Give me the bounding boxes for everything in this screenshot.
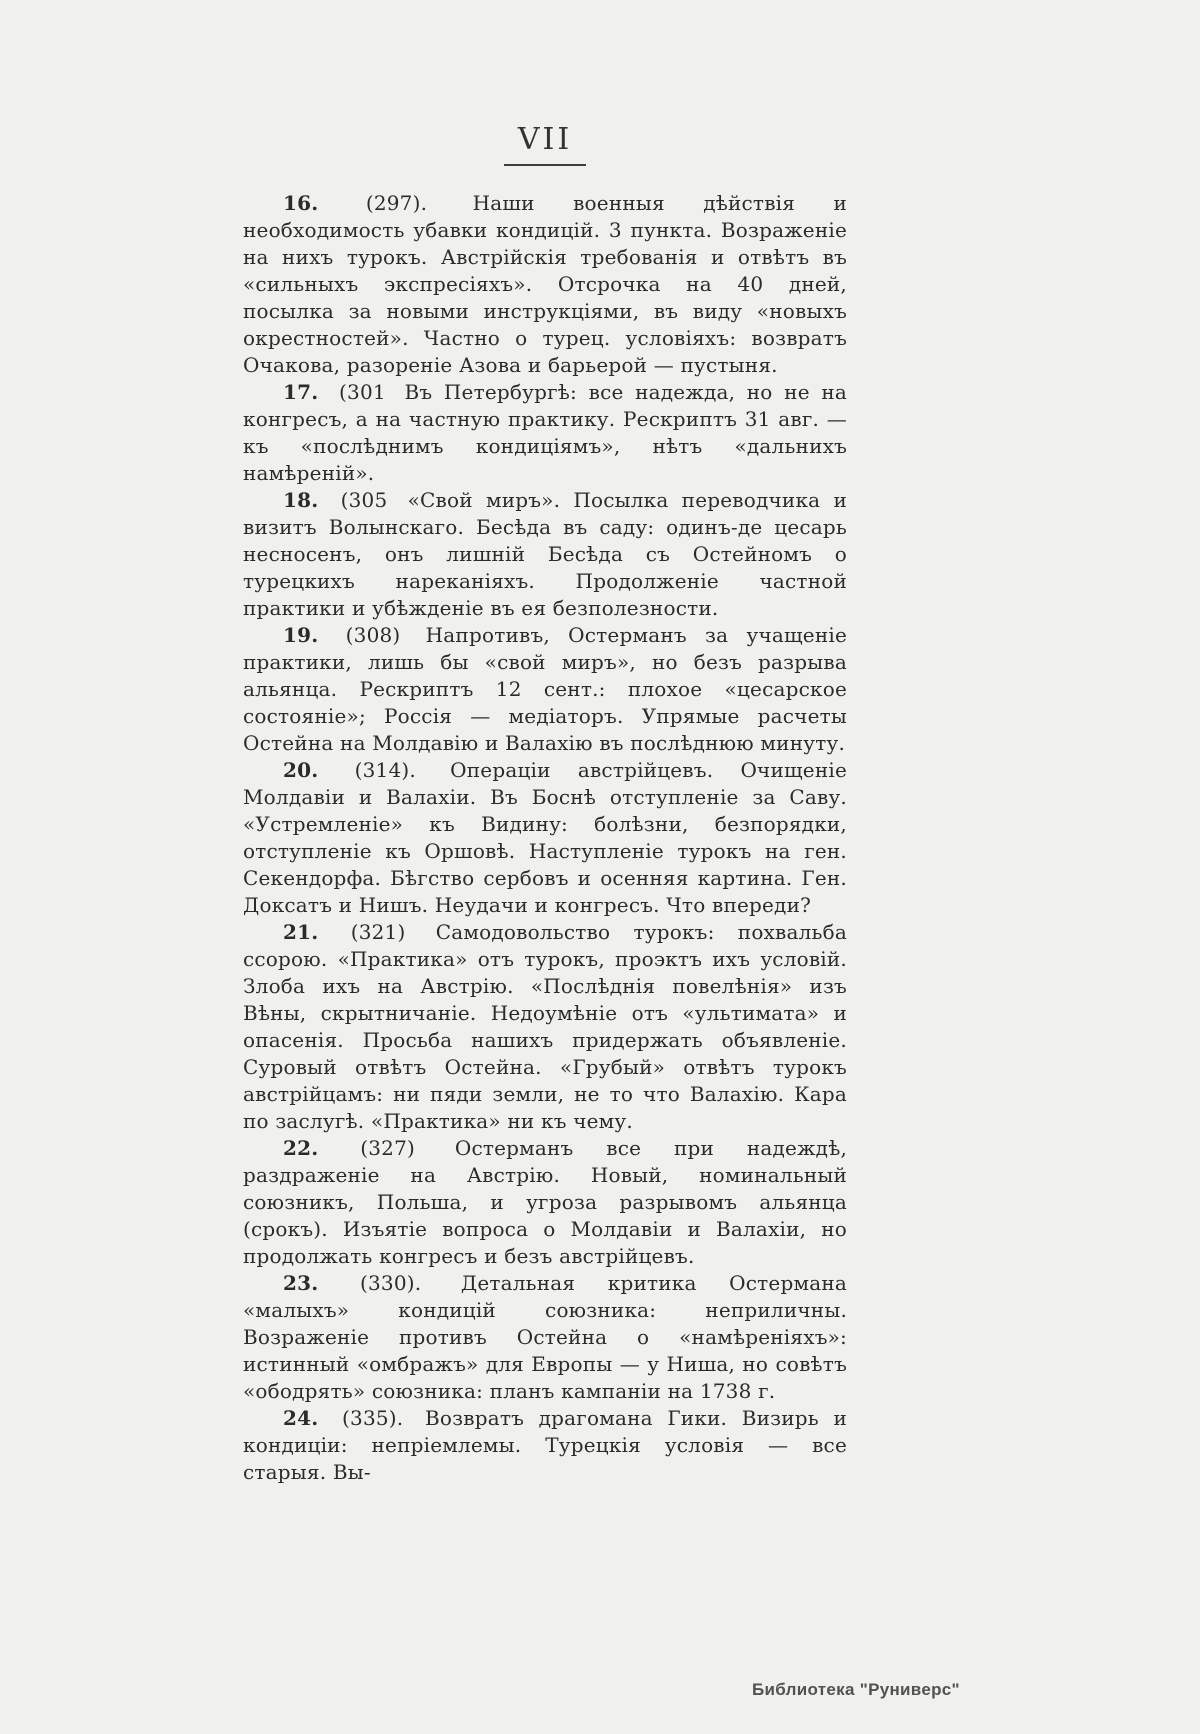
toc-entry-22 bbox=[243, 1135, 847, 1270]
entry-text: Въ Петербургѣ: все надежда, но не на конгресъ, а на частную практику. Рескриптъ 31 авг. — къ «послѣднимъ кондиціямъ», нѣтъ «дальнихъ намѣреній». bbox=[243, 380, 848, 485]
entry-page-ref: (327) bbox=[360, 1136, 416, 1160]
entry-number: 17. bbox=[283, 380, 319, 404]
entry-page-ref: (297). bbox=[365, 191, 428, 215]
toc-entry-23 bbox=[243, 1270, 847, 1405]
page-header bbox=[243, 122, 847, 166]
entry-number: 20. bbox=[283, 758, 319, 782]
entry-text: Детальная критика Остермана «малыхъ» кондицій союзника: неприличны. Возраженіе противъ Остейна о «намѣреніяхъ»: истинный «омбражъ» для Европы — у Ниша, но совѣтъ «ободрять» союзника: планъ кампаніи на 1738 г. bbox=[243, 1271, 848, 1403]
page-number: VII bbox=[504, 122, 586, 166]
toc-entry-20 bbox=[243, 757, 847, 919]
toc-entry-19 bbox=[243, 622, 847, 757]
entry-page-ref: (321) bbox=[350, 920, 406, 944]
entry-text: Операціи австрійцевъ. Очищеніе Молдавіи и Валахіи. Въ Боснѣ отступленіе за Саву. «Устремленіе» къ Видину: болѣзни, безпорядки, отступленіе къ Оршовѣ. Наступленіе турокъ на ген. Секендорфа. Бѣгство сербовъ и осенняя картина. Ген. Доксатъ и Нишъ. Неудачи и конгресъ. Что впереди? bbox=[243, 758, 847, 917]
entry-number: 22. bbox=[283, 1136, 319, 1160]
entry-text: «Свой миръ». Посылка переводчика и визитъ Волынскаго. Бесѣда въ саду: одинъ-де цесарь несносенъ, онъ лишній Бесѣда съ Остейномъ о турецкихъ нареканіяхъ. Продолженіе частной практики и убѣжденіе въ ея безполезности. bbox=[243, 488, 847, 620]
entry-page-ref: (308) bbox=[345, 623, 401, 647]
entry-page-ref: (314). bbox=[354, 758, 416, 782]
entry-number: 24. bbox=[283, 1406, 319, 1430]
entry-text: Самодовольство турокъ: похвальба ссорою. «Практика» отъ турокъ, проэктъ ихъ условій. Злоба ихъ на Австрію. «Послѣднія повелѣнія» изъ Вѣны, скрытничаніе. Недоумѣніе отъ «ультимата» и опасенія. Просьба нашихъ придержать объявленіе. Суровый отвѣтъ Остейна. «Грубый» отвѣтъ турокъ австрійцамъ: ни пяди земли, не то что Валахію. Кара по заслугѣ. «Практика» ни къ чему. bbox=[243, 920, 847, 1133]
entry-number: 21. bbox=[283, 920, 319, 944]
library-watermark: Библиотека "Руниверс" bbox=[752, 1680, 960, 1699]
toc-entry-24 bbox=[243, 1405, 847, 1486]
entry-text: Возвратъ драгомана Гики. Визирь и кондиціи: непріемлемы. Турецкія условія — все старыя. Вы- bbox=[243, 1406, 848, 1484]
entry-number: 18. bbox=[283, 488, 319, 512]
entry-page-ref: (305 bbox=[340, 488, 388, 512]
entry-page-ref: (301 bbox=[339, 380, 386, 404]
entry-text: Остерманъ все при надеждѣ, раздраженіе на Австрію. Новый, номинальный союзникъ, Польша, и угроза разрывомъ альянца (срокъ). Изъятіе вопроса о Молдавіи и Валахіи, но продолжать конгресъ и безъ австрійцевъ. bbox=[243, 1136, 848, 1268]
entry-text: Наши военныя дѣйствія и необходимость убавки кондицій. 3 пункта. Возраженіе на нихъ турокъ. Австрійскія требованія и отвѣтъ въ «сильныхъ экспресіяхъ». Отсрочка на 40 дней, посылка за новыми инструкціями, въ виду «новыхъ окрестностей». Частно о турец. условіяхъ: возвратъ Очакова, разореніе Азова и барьерой — пустыня. bbox=[243, 191, 848, 377]
entry-page-ref: (335). bbox=[342, 1406, 404, 1430]
entry-page-ref: (330). bbox=[359, 1271, 422, 1295]
toc-entry-18 bbox=[243, 487, 847, 622]
entry-text: Напротивъ, Остерманъ за учащеніе практики, лишь бы «свой миръ», но безъ разрыва альянца. Рескриптъ 12 сент.: плохое «цесарское состояніе»; Россія — медіаторъ. Упрямые расчеты Остейна на Молдавію и Валахію въ послѣднюю минуту. bbox=[243, 623, 847, 755]
toc-entry-17 bbox=[243, 379, 847, 487]
toc-entry-21 bbox=[243, 919, 847, 1135]
toc-list bbox=[243, 190, 847, 1486]
entry-number: 16. bbox=[283, 191, 319, 215]
entry-number: 23. bbox=[283, 1271, 319, 1295]
toc-entry-16 bbox=[243, 190, 847, 379]
entry-number: 19. bbox=[283, 623, 319, 647]
